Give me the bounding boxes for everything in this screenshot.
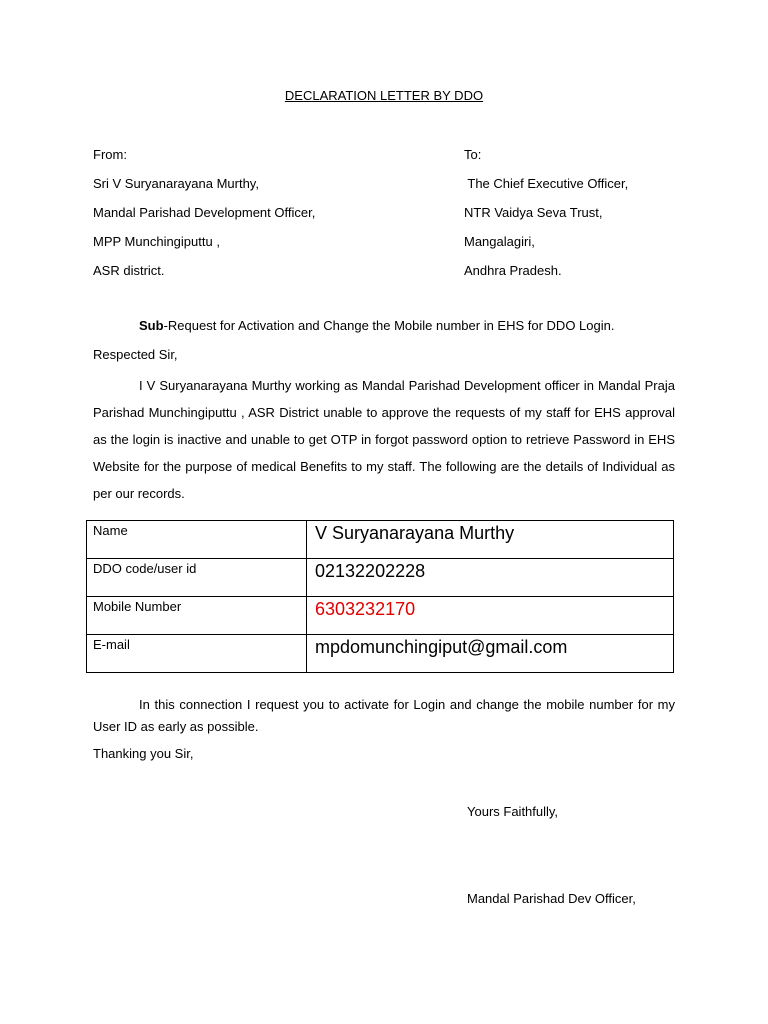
to-line: Mangalagiri, <box>464 234 535 249</box>
detail-value: V Suryanarayana Murthy <box>307 521 674 559</box>
detail-label: E-mail <box>87 635 307 673</box>
letter-title: DECLARATION LETTER BY DDO <box>284 88 484 103</box>
closing-paragraph: In this connection I request you to activate for Login and change the mobile number for my User ID as early as possible. <box>93 697 675 734</box>
from-line: ASR district. <box>93 263 165 278</box>
to-line: NTR Vaidya Seva Trust, <box>464 205 603 220</box>
subject-text: -Request for Activation and Change the Mobile number in EHS for DDO Login. <box>163 318 615 333</box>
from-block <box>93 140 315 285</box>
from-line: Mandal Parishad Development Officer, <box>93 205 316 220</box>
detail-label: Mobile Number <box>87 597 307 635</box>
to-line: The Chief Executive Officer, <box>464 176 629 191</box>
detail-value-mobile: 6303232170 <box>307 597 674 635</box>
from-heading: From: <box>93 147 127 162</box>
to-heading: To: <box>464 147 482 162</box>
sign-off: Yours Faithfully, <box>467 804 559 819</box>
to-block <box>464 140 628 285</box>
detail-value: 02132202228 <box>307 559 674 597</box>
signatory: Mandal Parishad Dev Officer, <box>467 891 636 906</box>
detail-label: Name <box>87 521 307 559</box>
subject-prefix: Sub <box>139 318 164 333</box>
from-line: MPP Munchingiputtu , <box>93 234 220 249</box>
detail-label: DDO code/user id <box>87 559 307 597</box>
body-paragraph: I V Suryanarayana Murthy working as Mandal Parishad Development officer in Mandal Praja Parishad Munchingiputtu , ASR District unable to approve the requests of my staff for EHS approval as the login is inactive and unable to get OTP in forgot password option to retrieve Password in EHS Website for the purpose of medical Benefits to my staff. The following are the details of Individual as per our records. <box>93 378 675 501</box>
from-line: Sri V Suryanarayana Murthy, <box>93 176 259 191</box>
table-row <box>87 597 674 635</box>
table-row <box>87 521 674 559</box>
table-row <box>87 635 674 673</box>
details-table <box>86 520 674 673</box>
table-row <box>87 559 674 597</box>
salutation: Respected Sir, <box>93 347 178 362</box>
subject-line <box>139 318 614 333</box>
detail-value: mpdomunchingiput@gmail.com <box>307 635 674 673</box>
thanks-line: Thanking you Sir, <box>93 746 194 761</box>
to-line: Andhra Pradesh. <box>464 263 562 278</box>
